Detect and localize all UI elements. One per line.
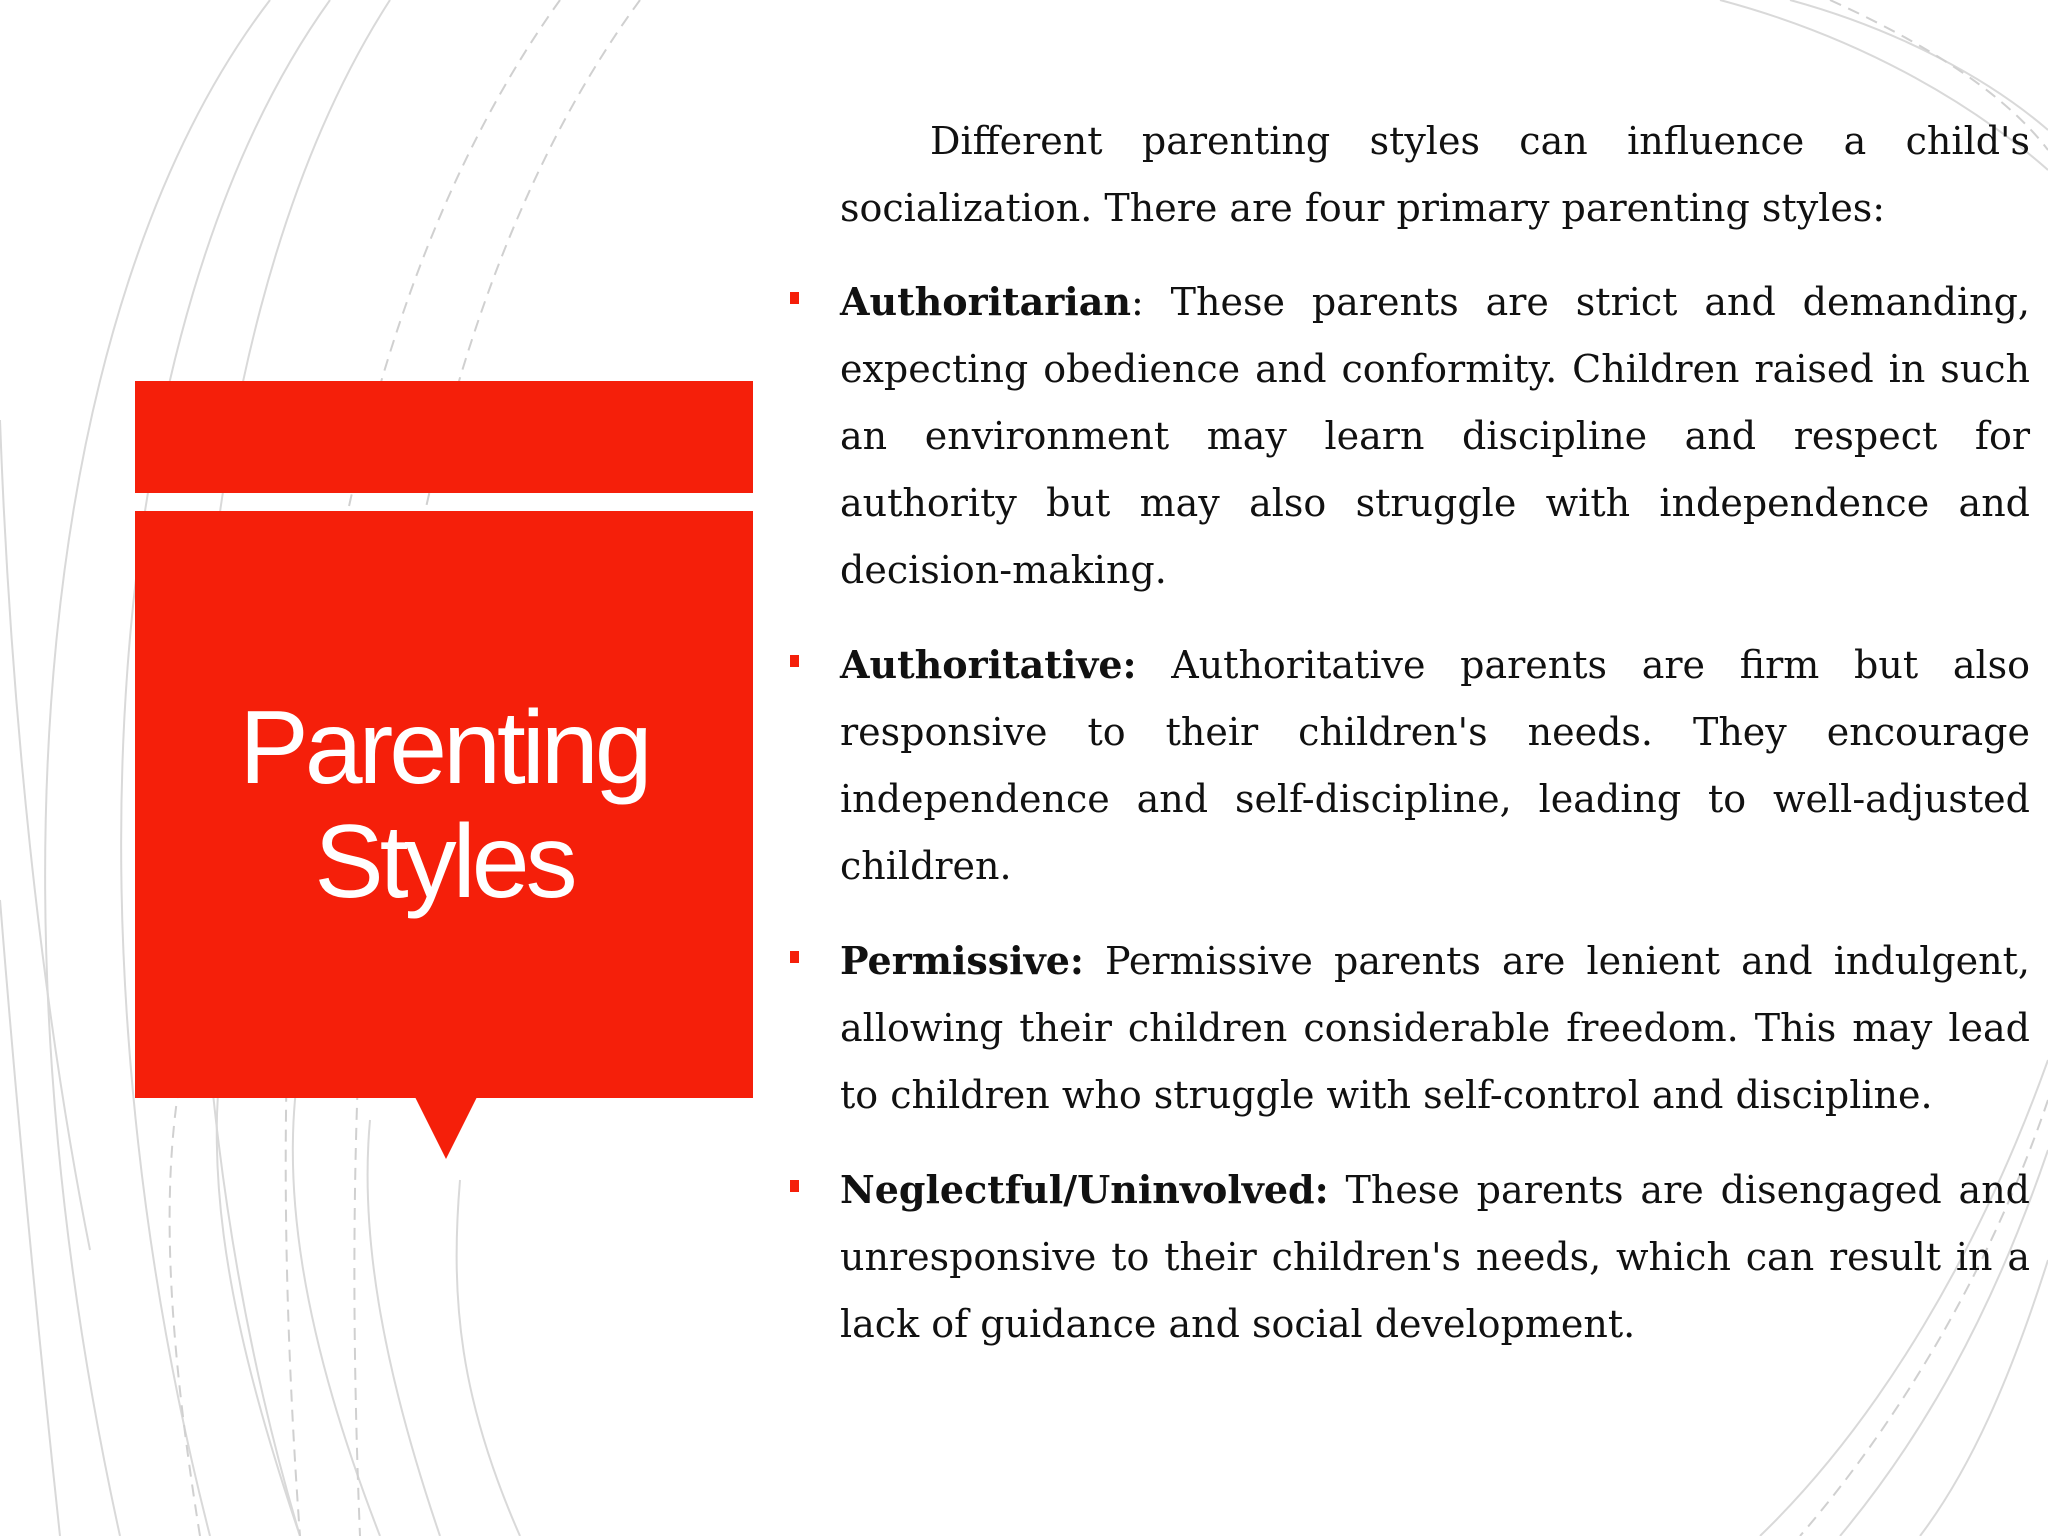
style-description: Permissive parents are lenient and indulgent, allowing their children considerable freedom. This may lead to children who struggle with self-control and discipline.: [840, 939, 2030, 1117]
style-term: Neglectful/Uninvolved:: [840, 1167, 1329, 1212]
slide-title: [135, 511, 753, 1098]
square-bullet-icon: [790, 655, 799, 667]
square-bullet-icon: [790, 1180, 799, 1192]
list-item: [790, 1156, 2030, 1358]
list-item: [790, 631, 2030, 900]
style-description: These parents are disengaged and unresponsive to their children's needs, which can result in a lack of guidance and social development.: [840, 1168, 2030, 1346]
style-description: Authoritative parents are firm but also responsive to their children's needs. They encourage independence and self-discipline, leading to well-adjusted children.: [840, 643, 2030, 888]
callout-pointer: [415, 1097, 477, 1159]
list-item: [790, 268, 2030, 604]
intro-paragraph: Different parenting styles can influence a child's socialization. There are four primary parenting styles:: [840, 119, 2030, 230]
square-bullet-icon: [790, 292, 799, 304]
parenting-styles-list: [790, 268, 2030, 1358]
style-description: These parents are strict and demanding, expecting obedience and conformity. Children raised in such an environment may learn discipline and respect for authority but may also struggle with independence and decision-making.: [840, 280, 2030, 592]
style-term: Authoritarian: [840, 279, 1131, 324]
style-term: Authoritative:: [840, 642, 1137, 687]
title-line-2: Styles: [314, 803, 574, 920]
title-accent-bar: [135, 381, 753, 493]
slide-body: [790, 108, 2030, 1385]
title-line-1: Parenting: [239, 689, 649, 806]
style-term: Permissive:: [840, 938, 1084, 983]
term-separator: :: [1130, 280, 1144, 324]
list-item: [790, 927, 2030, 1129]
square-bullet-icon: [790, 951, 799, 963]
